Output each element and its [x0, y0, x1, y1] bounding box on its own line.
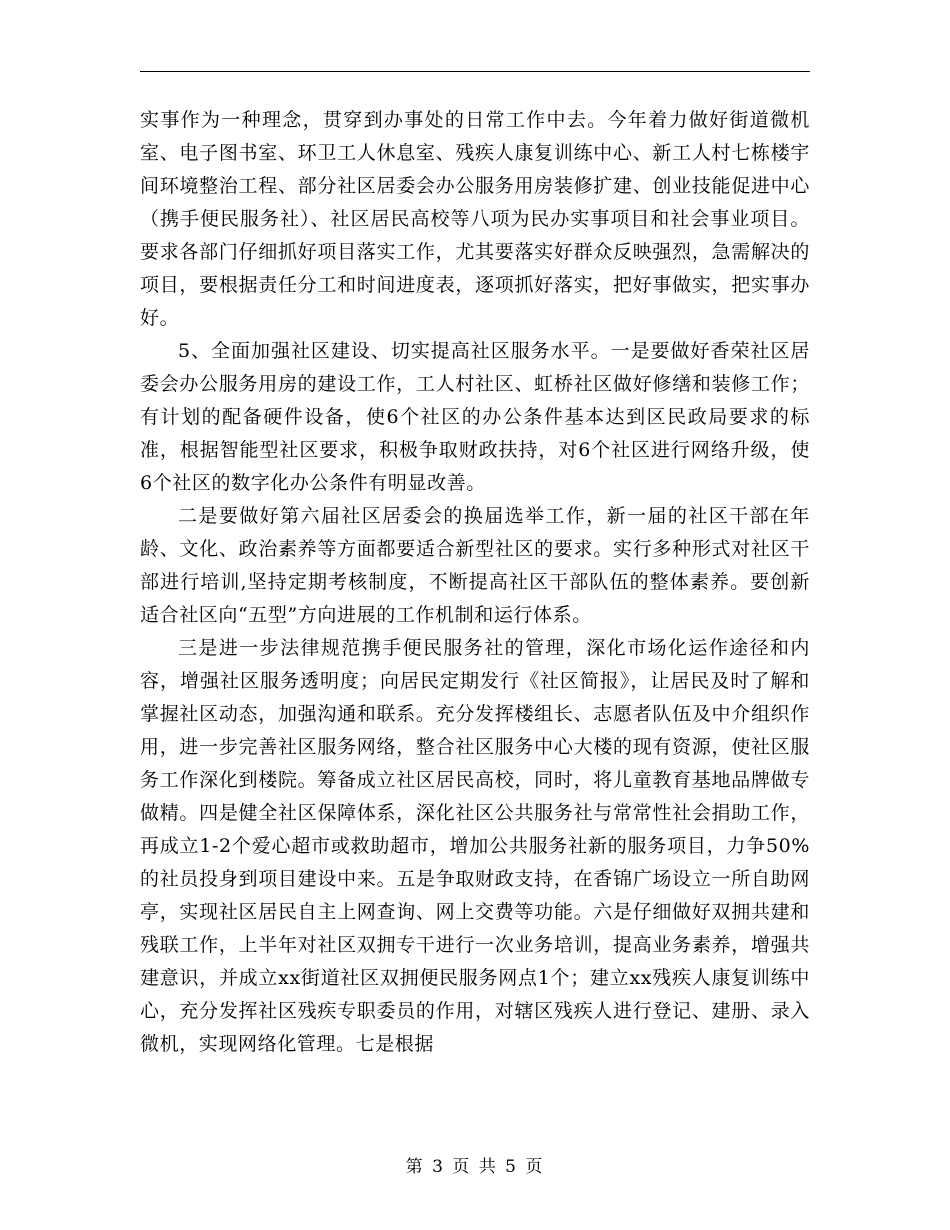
paragraph-1: 实事作为一种理念，贯穿到办事处的日常工作中去。今年着力做好街道微机室、电子图书室、环卫工人休息室、残疾人康复训练中心、新工人村七栋楼宇间环境整治工程、部分社区居委会办公服务用房装修扩建、创业技能促进中心（携手便民服务社）、社区居民高校等八项为民办实事项目和社会事业项目。要求各部门仔细抓好项目落实工作，尤其要落实好群众反映强烈，急需解决的项目，要根据责任分工和时间进度表，逐项抓好落实，把好事做实，把实事办好。: [140, 109, 810, 329]
paragraph-4: 三是进一步法律规范携手便民服务社的管理，深化市场化运作途径和内容，增强社区服务透明度；向居民定期发行《社区简报》，让居民及时了解和掌握社区动态，加强沟通和联系。充分发挥楼组长、志愿者队伍及中介组织作用，进一步完善社区服务网络，整合社区服务中心大楼的现有资源，使社区服务工作深化到楼院。筹备成立社区居民高校，同时，将儿童教育基地品牌做专做精。四是健全社区保障体系，深化社区公共服务社与常常性社会捐助工作，再成立1-2个爱心超市或救助超市，增加公共服务社新的服务项目，力争50%的社员投身到项目建设中来。五是争取财政支持，在香锦广场设立一所自助网亭，实现社区居民自主上网查询、网上交费等功能。六是仔细做好双拥共建和残联工作，上半年对社区双拥专干进行一次业务培训，提高业务素养，增强共建意识，并成立xx街道社区双拥便民服务网点1个；建立xx残疾人康复训练中心，充分发挥社区残疾专职委员的作用，对辖区残疾人进行登记、建册、录入微机，实现网络化管理。七是根据: [140, 637, 810, 1055]
header-rule: [140, 71, 810, 72]
document-body: [140, 104, 810, 1061]
page-number-footer: 第 3 页 共 5 页: [405, 1157, 545, 1177]
paragraph-3: 二是要做好第六届社区居委会的换届选举工作，新一届的社区干部在年龄、文化、政治素养等方面都要适合新型社区的要求。实行多种形式对社区干部进行培训,坚持定期考核制度，不断提高社区干部队伍的整体素养。要创新适合社区向“五型”方向进展的工作机制和运行体系。: [140, 505, 810, 626]
paragraph-2: 5、全面加强社区建设、切实提高社区服务水平。一是要做好香荣社区居委会办公服务用房的建设工作，工人村社区、虹桥社区做好修缮和装修工作；有计划的配备硬件设备，使6个社区的办公条件基本达到区民政局要求的标准，根据智能型社区要求，积极争取财政扶持，对6个社区进行网络升级，使6个社区的数字化办公条件有明显改善。: [140, 340, 810, 494]
